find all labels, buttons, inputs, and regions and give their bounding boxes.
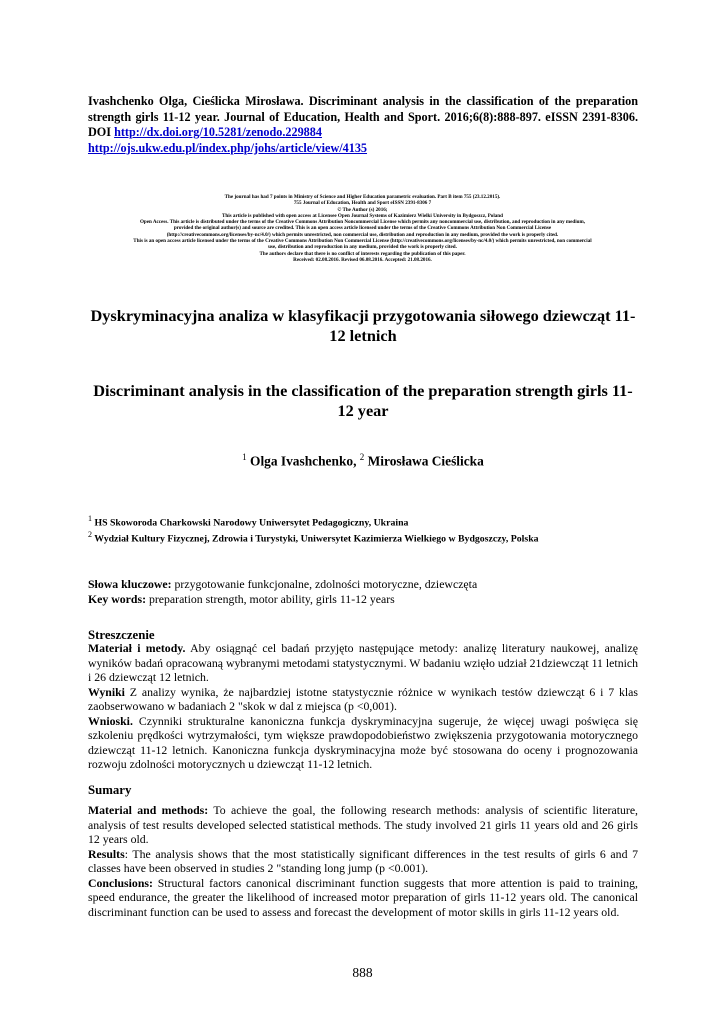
streszczenie-conclusions-label: Wnioski. [88, 713, 133, 728]
author-1-name: Olga Ivashchenko [250, 453, 354, 469]
license-line: provided the original author(s) and source are credited. This is an open access article licensed under the terms of the Creative Commons Attribution Non Commercial License [173, 225, 552, 232]
affiliation-1-text: HS Skoworoda Charkowski Narodowy Uniwersytet Pedagogiczny, Ukraina [94, 517, 409, 529]
authors-line [88, 452, 638, 469]
summary-conclusions-text: Structural factors canonical discriminant function suggests that more attention is paid to training, speed endurance, the greater the likelihood of increased motor preparation of girls 11-12 years old. The canonical discriminant function can be used to assess and forecast the development of motor skills in girls 11-12 years old. [88, 875, 638, 919]
streszczenie-conclusions-text: Czynniki strukturalne kanoniczna funkcja dyskryminacyjna sugeruje, że więcej uwagi poświęca się szkoleniu prędkości wytrzymałości, tym większe prawdopodobieństwo zwiększenia przygotowania motorycznego dziewcząt 11-12 letnich. Kanoniczna funkcja dyskryminacyjna może być stosowana do oceny i prognozowania rozwoju zdolności motorycznych u dziewcząt 11-12 letnich. [88, 713, 638, 771]
summary-conclusions-label: Conclusions: [88, 875, 153, 890]
affiliation-1 [88, 514, 648, 528]
license-line: The journal has had 7 points in Ministry of Science and Higher Education parametric evaluation. Part B item 755 (23.12.2015). [224, 194, 501, 200]
summary-methods-label: Material and methods: [88, 803, 209, 817]
author-separator: , [353, 453, 360, 469]
keywords-english [88, 592, 648, 607]
citation-block [88, 94, 638, 156]
title-english: Discriminant analysis in the classification of the preparation strength girls 11-12 year [93, 381, 633, 420]
keywords-english-text: preparation strength, motor ability, girls 11-12 years [146, 592, 395, 606]
license-line: Open Access. This article is distributed under the terms of the Creative Commons Attribution Noncommercial License which permits any noncommercial use, distribution, and reproduction in any medium, [139, 219, 586, 226]
license-line: use, distribution and reproduction in any medium, provided the work is properly cited. [268, 244, 457, 251]
title-polish: Dyskryminacyjna analiza w klasyfikacji przygotowania siłowego dziewcząt 11-12 letnich [90, 306, 636, 345]
keywords-polish-label: Słowa kluczowe: [88, 577, 172, 591]
license-line: © The Author (s) 2016; [337, 206, 388, 213]
license-line: This article is published with open access at Licensee Open Journal Systems of Kazimierz Wielki University in Bydgoszcz, Poland [222, 212, 503, 219]
license-notice [60, 194, 665, 263]
streszczenie-body [88, 641, 638, 772]
doi-link[interactable]: http://dx.doi.org/10.5281/zenodo.229884 [114, 125, 322, 139]
affiliation-1-sup: 1 [88, 514, 92, 523]
keywords-english-label: Key words: [88, 592, 146, 606]
summary-body [88, 803, 638, 919]
summary-methods-text: To achieve the goal, the following research methods: analysis of scientific literature, analysis of test results developed selected statistical methods. The study involved 21 girls 11 years old and 26 girls 12 years old. [88, 803, 638, 846]
license-line: This is an open access article licensed under the terms of the Creative Commons Attribution Non Commercial License (http://creativecommons.org/licenses/by-nc/4.0/) which permits unrestricted, non commercial [133, 238, 592, 245]
author-2-name: Mirosława Cieślicka [367, 453, 484, 469]
streszczenie-results-label: Wyniki [88, 684, 125, 699]
streszczenie-methods-label: Materiał i metody. [88, 641, 186, 655]
streszczenie-methods-text: Aby osiągnąć cel badań przyjęto następujące metody: analizę literatury naukowej, analizę wyników badań opracowaną wybranymi metodami statystycznymi. W badaniu wzięło udział 21dziewcząt 11 letnich i 26 dziewcząt 12 letnich. [88, 641, 638, 684]
streszczenie-results-text: Z analizy wynika, że najbardziej istotne statystycznie różnice w wynikach testów dziewcząt 6 i 7 klas zaobserwowano w badaniach 2 "skok w dal z miejsca (p <0,001). [88, 684, 638, 713]
affiliation-2 [88, 530, 648, 544]
keywords-polish [88, 577, 648, 592]
page-number: 888 [352, 965, 373, 980]
summary-results-label: Results [88, 846, 125, 861]
keywords-polish-text: przygotowanie funkcjonalne, zdolności motoryczne, dziewczęta [171, 577, 478, 591]
author-2-sup: 2 [359, 452, 365, 462]
license-line: Received: 02.08.2016. Revised 06.08.2016. Accepted: 21.08.2016. [293, 256, 432, 263]
author-1-sup: 1 [242, 452, 247, 462]
article-url-link[interactable]: http://ojs.ukw.edu.pl/index.php/johs/article/view/4135 [88, 140, 368, 155]
license-line: (http://creativecommons.org/licenses/by-nc/4.0/) which permits unrestricted, non commercial use, distribution and reproduction in any medium, provided the work is properly cited. [166, 231, 559, 238]
license-line: The authors declare that there is no conflict of interests regarding the publication of this paper. [259, 250, 466, 257]
affiliation-2-sup: 2 [88, 530, 92, 539]
summary-results-text: : The analysis shows that the most statistically significant differences in the test results of girls 6 and 7 classes have been observed in studies 2 "standing long jump (p <0.001). [88, 846, 638, 875]
affiliation-2-text: Wydział Kultury Fizycznej, Zdrowia i Turystyki, Uniwersytet Kazimierza Wielkiego w Bydgoszczy, Polska [94, 533, 539, 545]
license-line: 755 Journal of Education, Health and Sport eISSN 2391-8306 7 [293, 200, 432, 207]
citation-text: Ivashchenko Olga, Cieślicka Mirosława. Discriminant analysis in the classification of the preparation strength girls 11-12 year. Journal of Education, Health and Sport. 2016;6(8):888-897. eISSN 2391-8306. DOI [88, 94, 638, 139]
streszczenie-heading: Streszczenie [88, 628, 155, 642]
summary-heading: Sumary [88, 783, 132, 797]
